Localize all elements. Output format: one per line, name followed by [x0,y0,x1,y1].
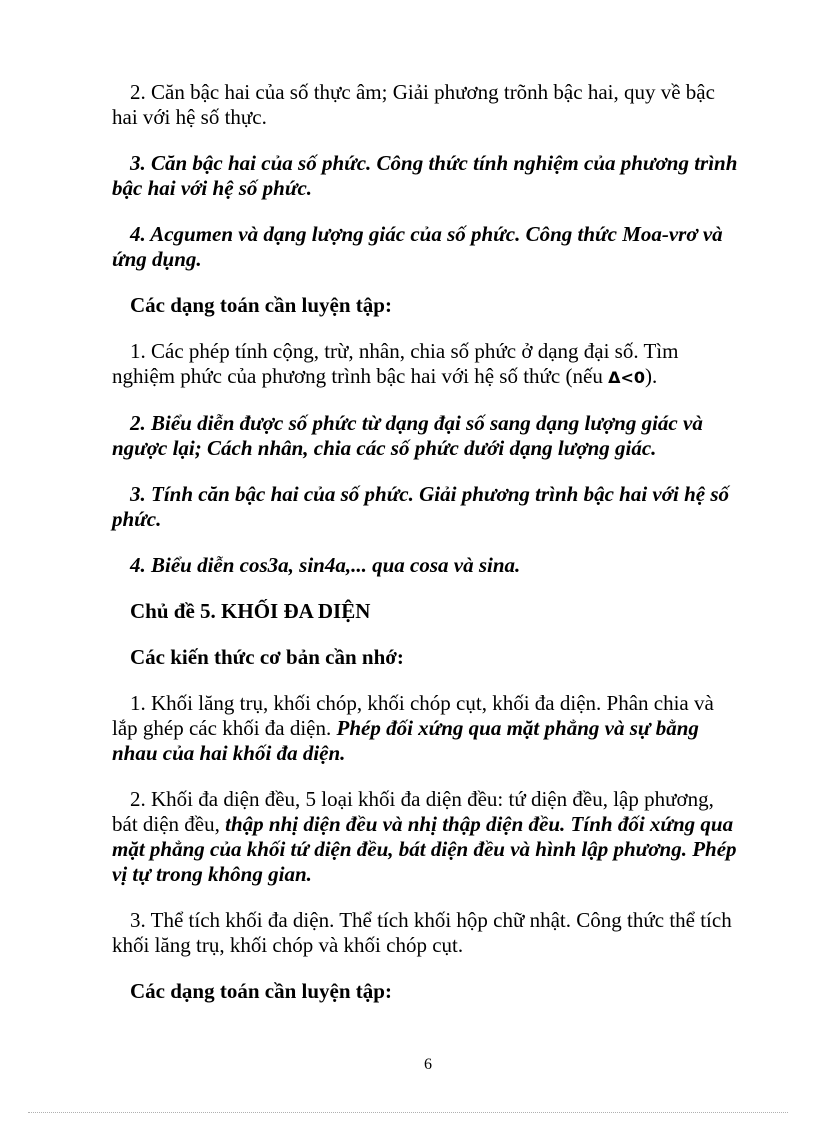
chapter-heading-polyhedra [112,599,742,624]
paragraph-emphasis: thập nhị diện đều và nhị thập diện đều. Tính đối xứng qua mặt phẳng của khối tứ diện đều, bát diện đều và hình lập phương. Phép vị tự trong không gian. [112,812,737,886]
paragraph-express-cos-sin [112,553,742,578]
section-heading-basic-knowledge [112,645,742,670]
paragraph-text: 2. Biểu diễn được số phức từ dạng đại số sang dạng lượng giác và ngược lại; Cách nhân, chia các số phức dưới dạng lượng giác. [112,411,703,460]
page-number: 6 [424,1056,432,1073]
paragraph-solve-complex-quadratic [112,482,742,532]
heading-text: Các dạng toán cần luyện tập: [130,293,392,317]
paragraph-polyhedra-basics [112,691,742,766]
paragraph-text: 3. Căn bậc hai của số phức. Công thức tính nghiệm của phương trình bậc hai với hệ số phức. [112,151,738,200]
paragraph-volume [112,908,742,958]
paragraph-suffix: ). [645,364,658,388]
paragraph-text: 3. Tính căn bậc hai của số phức. Giải phương trình bậc hai với hệ số phức. [112,482,730,531]
paragraph-text: 2. Căn bậc hai của số thực âm; Giải phương trõnh bậc hai, quy về bậc hai với hệ số thực. [112,80,715,129]
heading-text: Các kiến thức cơ bản cần nhớ: [130,645,404,669]
paragraph-convert-trig-form [112,411,742,461]
paragraph-complex-square-root [112,151,742,201]
paragraph-argument-trig-form [112,222,742,272]
heading-text: Chủ đề 5. KHỐI ĐA DIỆN [130,599,371,623]
heading-text: Các dạng toán cần luyện tập: [130,979,392,1003]
paragraph-text: 1. Các phép tính cộng, trừ, nhân, chia số phức ở dạng đại số. Tìm nghiệm phức của phương trình bậc hai với hệ số thức (nếu [112,339,679,388]
paragraph-complex-operations [112,339,742,390]
paragraph-text: 1. Khối lăng trụ, khối chóp, khối chóp cụt, khối đa diện. Phân chia và lắp ghép các khối đa diện. [112,691,714,740]
paragraph-text: 4. Biểu diễn cos3a, sin4a,... qua cosa và sina. [130,553,521,577]
document-page [112,80,742,1025]
paragraph-square-root-negative [112,80,742,130]
paragraph-text: 4. Acgumen và dạng lượng giác của số phức. Công thức Moa-vrơ và ứng dụng. [112,222,723,271]
paragraph-text: 2. Khối đa diện đều, 5 loại khối đa diện đều: tứ diện đều, lập phương, bát diện đều, [112,787,714,836]
paragraph-regular-polyhedra [112,787,742,887]
paragraph-emphasis: Phép đối xứng qua mặt phẳng và sự bằng nhau của hai khối đa diện. [112,716,699,765]
section-heading-exercises-2 [112,979,742,1004]
section-heading-exercises [112,293,742,318]
delta-less-than-zero-formula: Δ<0 [608,368,645,387]
paragraph-text: 3. Thể tích khối đa diện. Thể tích khối hộp chữ nhật. Công thức thể tích khối lăng trụ, khối chóp và khối chóp cụt. [112,908,732,957]
page-bottom-border [28,1112,788,1113]
